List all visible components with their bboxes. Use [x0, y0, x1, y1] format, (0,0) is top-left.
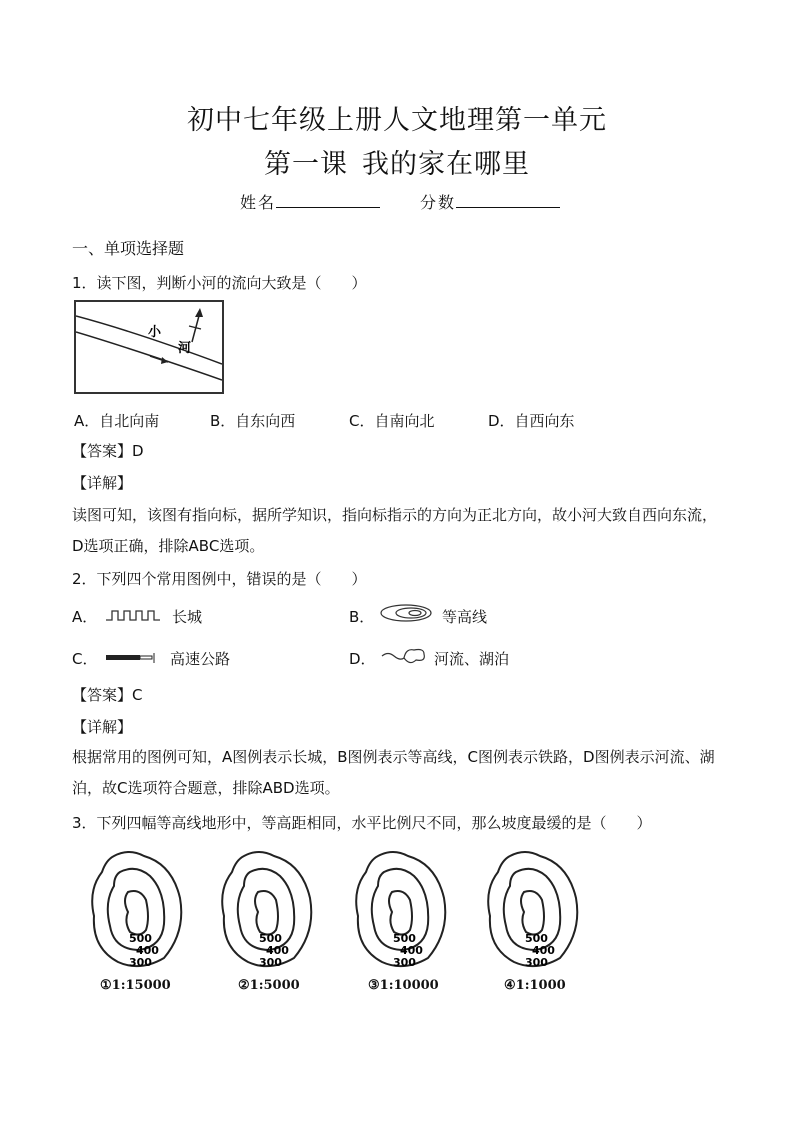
- contour-label-300: 300: [525, 956, 548, 969]
- q1-explain-heading: 【详解】: [72, 474, 133, 492]
- q2-option-d-text: 河流、湖泊: [434, 650, 510, 668]
- q2-stem: 2．下列四个常用图例中，错误的是（ ）: [72, 570, 367, 588]
- lesson-number: 第一课: [264, 149, 348, 180]
- contour-label-500: 500: [393, 932, 416, 945]
- great-wall-symbol: [104, 606, 164, 628]
- q1-option-b[interactable]: B．自东向西: [210, 412, 296, 430]
- contour-label-500: 500: [129, 932, 152, 945]
- contour-label-400: 400: [532, 944, 555, 957]
- contour-label-300: 300: [129, 956, 152, 969]
- contour-label-300: 300: [393, 956, 416, 969]
- title-line-1: 初中七年级上册人文地理第一单元: [187, 105, 607, 136]
- name-label: 姓名: [240, 193, 277, 212]
- river-map-drawing: [76, 302, 222, 392]
- map-label-2: 河: [178, 341, 192, 356]
- q3-stem: 3．下列四幅等高线地形中，等高距相同，水平比例尺不同，那么坡度最缓的是（ ）: [72, 814, 652, 832]
- contour-label-400: 400: [266, 944, 289, 957]
- q1-stem: 1．读下图，判断小河的流向大致是（ ）: [72, 274, 367, 292]
- map-label-1: 小: [148, 325, 162, 340]
- q3-contour-maps: [78, 846, 598, 996]
- contour-label-400: 400: [400, 944, 423, 957]
- q2-option-c-text: 高速公路: [170, 650, 231, 668]
- name-score-row: [240, 190, 560, 213]
- river-lake-symbol: [380, 642, 430, 672]
- q2-explanation: 根据常用的图例可知，A图例表示长城，B图例表示等高线，C图例表示铁路，D图例表示河流、湖泊，故C选项符合题意，排除ABD选项。: [72, 748, 715, 797]
- contour-map-2: [214, 846, 324, 971]
- q1-option-a[interactable]: A．自北向南: [74, 412, 160, 430]
- lesson-title: 我的家在哪里: [362, 149, 530, 180]
- title-line-2: [0, 142, 794, 181]
- q1-river-map: [74, 300, 224, 394]
- q2-answer: 【答案】C: [72, 686, 143, 704]
- contour-map-4: [480, 846, 590, 971]
- score-blank[interactable]: [456, 191, 560, 208]
- q1-explanation: 读图可知，该图有指向标，据所学知识，指向标指示的方向为正北方向，故小河大致自西向东流，D选项正确，排除ABC选项。: [72, 506, 718, 555]
- section-heading: 一、单项选择题: [72, 239, 185, 258]
- caption-map-2: ②1:5000: [238, 978, 300, 993]
- contour-label-300: 300: [259, 956, 282, 969]
- q2-option-b-text: 等高线: [442, 608, 488, 626]
- q2-option-a-text: 长城: [172, 608, 203, 626]
- q2-explain-heading: 【详解】: [72, 718, 133, 736]
- contour-label-400: 400: [136, 944, 159, 957]
- q1-option-c[interactable]: C．自南向北: [349, 412, 435, 430]
- q2-option-d-letter[interactable]: D．: [349, 650, 376, 668]
- caption-map-4: ④1:1000: [504, 978, 566, 993]
- highway-symbol: [104, 650, 158, 669]
- contour-map-1: [84, 846, 194, 971]
- q1-option-d[interactable]: D．自西向东: [488, 412, 575, 430]
- q1-answer: 【答案】D: [72, 442, 144, 460]
- contour-symbol: [378, 600, 436, 630]
- q2-option-a-letter[interactable]: A．: [72, 608, 98, 626]
- q2-option-b-letter[interactable]: B．: [349, 608, 375, 626]
- caption-map-1: ①1:15000: [100, 978, 171, 993]
- contour-map-3: [348, 846, 458, 971]
- name-blank[interactable]: [276, 191, 380, 208]
- score-label: 分数: [420, 193, 457, 212]
- q2-option-c-letter[interactable]: C．: [72, 650, 98, 668]
- contour-label-500: 500: [259, 932, 282, 945]
- contour-label-500: 500: [525, 932, 548, 945]
- caption-map-3: ③1:10000: [368, 978, 439, 993]
